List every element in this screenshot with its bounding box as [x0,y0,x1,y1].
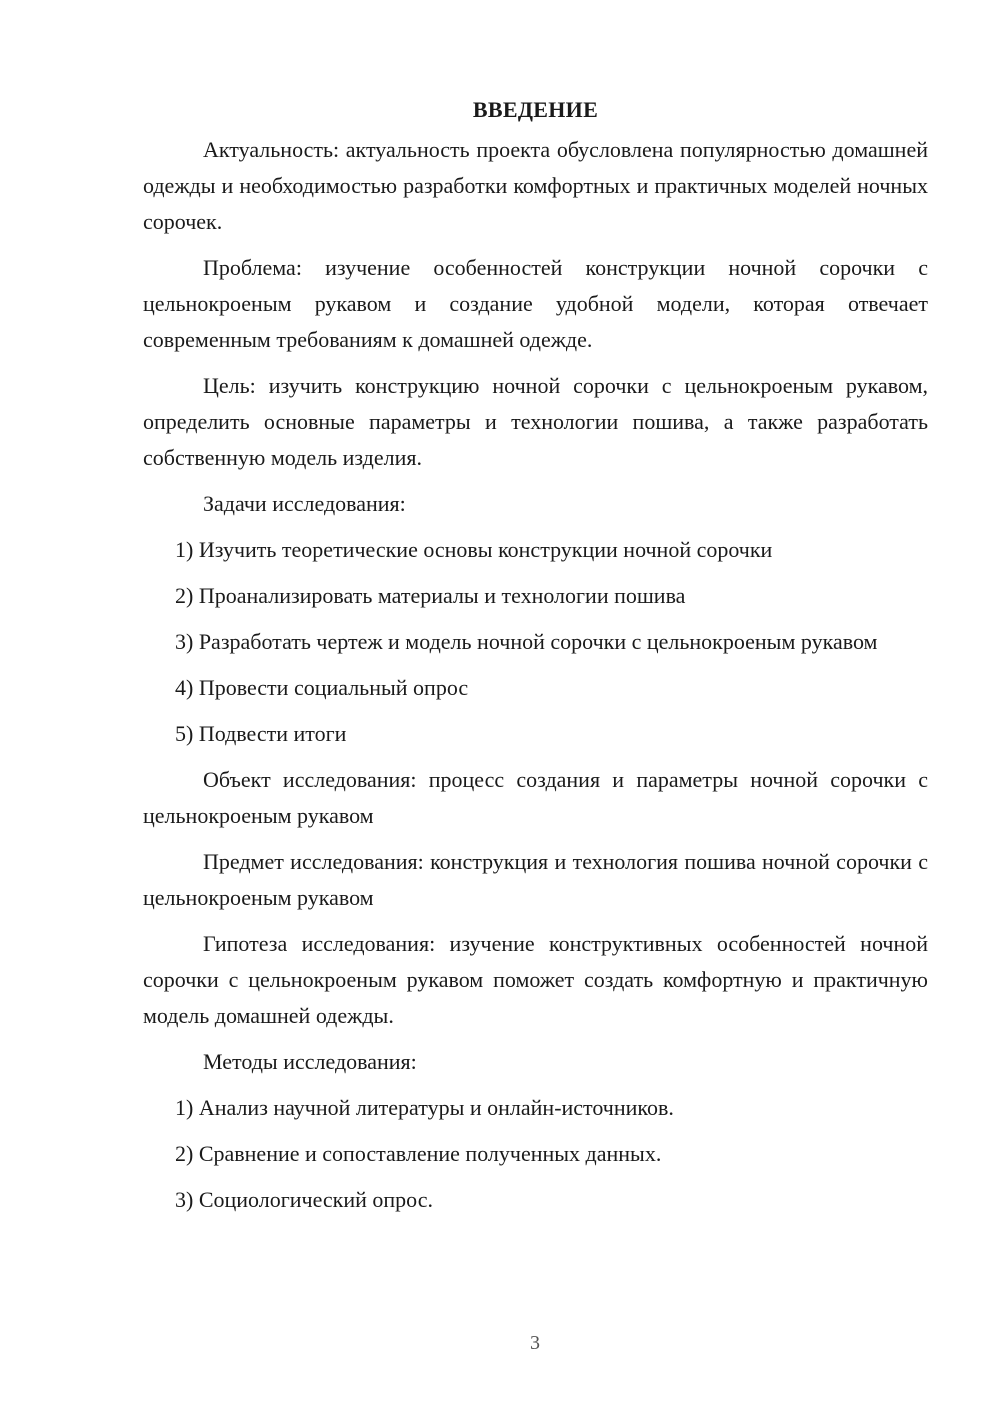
page-title: ВВЕДЕНИЕ [472,97,599,122]
paragraph-hypothesis: Гипотеза исследования: изучение конструктивных особенностей ночной сорочки с цельнокроеным рукавом поможет создать комфортную и практичную модель домашней одежды. [143,931,928,1028]
task-item-4: 4) Провести социальный опрос [175,675,469,700]
task-item-3: 3) Разработать чертеж и модель ночной сорочки с цельнокроеным рукавом [175,629,878,654]
method-item-2: 2) Сравнение и сопоставление полученных данных. [175,1141,662,1166]
method-item-1: 1) Анализ научной литературы и онлайн-источников. [175,1095,674,1120]
methods-heading: Методы исследования: [203,1049,417,1074]
document-page [143,92,928,1228]
paragraph-relevance: Актуальность: актуальность проекта обусловлена популярностью домашней одежды и необходимостью разработки комфортных и практичных моделей ночных сорочек. [143,137,928,234]
task-item-2: 2) Проанализировать материалы и технологии пошива [175,583,686,608]
method-item-3: 3) Социологический опрос. [175,1187,433,1212]
paragraph-problem: Проблема: изучение особенностей конструкции ночной сорочки с цельнокроеным рукавом и создание удобной модели, которая отвечает современным требованиям к домашней одежде. [143,255,928,352]
tasks-heading: Задачи исследования: [203,491,406,516]
paragraph-goal: Цель: изучить конструкцию ночной сорочки с цельнокроеным рукавом, определить основные параметры и технологии пошива, а также разработать собственную модель изделия. [143,373,928,470]
paragraph-object: Объект исследования: процесс создания и параметры ночной сорочки с цельнокроеным рукавом [143,767,928,828]
paragraph-subject: Предмет исследования: конструкция и технология пошива ночной сорочки с цельнокроеным рукавом [143,849,928,910]
task-item-5: 5) Подвести итоги [175,721,347,746]
task-item-1: 1) Изучить теоретические основы конструкции ночной сорочки [175,537,773,562]
page-number: 3 [530,1332,540,1354]
